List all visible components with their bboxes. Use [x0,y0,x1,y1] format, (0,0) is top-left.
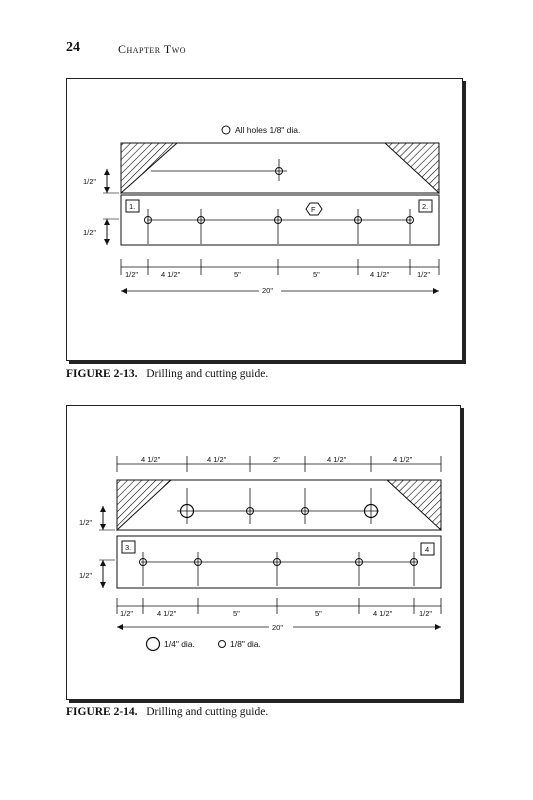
caption-text: Drilling and cutting guide. [146,706,269,718]
caption-text: Drilling and cutting guide. [146,368,269,380]
bottom-dim-1: 1/2" [125,270,139,279]
holes-note: All holes 1/8" dia. [235,125,301,135]
top-dim-5: 4 1/2" [393,455,413,464]
hatched-corner-right [387,480,441,530]
page-number: 24 [66,40,80,55]
hex-label: F [311,205,316,214]
lower-holes [145,209,414,244]
upper-holes [181,488,378,524]
caption-label: FIGURE 2-13. [66,368,138,380]
hatched-corner-left [121,143,177,193]
overall-dim: 20" [262,286,274,295]
side-dim-1: 1/2" [79,518,93,527]
figure-2-14 [66,405,461,700]
bottom-dim-2: 4 1/2" [161,270,181,279]
upper-strip [117,480,441,530]
legend-large: 1/4" dia. [164,639,195,649]
figure-2-13-caption [66,368,268,380]
side-dim-2: 1/2" [79,571,93,580]
side-dim-1: 1/2" [83,177,97,186]
bottom-dim-4: 5" [315,609,322,618]
figure-2-13 [66,78,463,361]
part-label-4: 4 [425,545,430,554]
bottom-dim-5: 4 1/2" [373,609,393,618]
caption-label: FIGURE 2-14. [66,706,138,718]
top-dim-4: 4 1/2" [327,455,347,464]
overall-dim: 20" [272,623,284,632]
bottom-dim-3: 5" [234,270,241,279]
large-hole-legend-icon [147,638,160,651]
bottom-dim-4: 5" [313,270,320,279]
bottom-dim-2: 4 1/2" [157,609,177,618]
chapter-title: Chapter Two [118,42,187,56]
figure-2-13-drawing [67,79,462,360]
part-label-2: 2. [422,202,429,211]
lower-holes [140,552,418,586]
bottom-dim-6: 1/2" [419,609,433,618]
part-label-3: 3. [125,543,132,552]
bottom-dim-6: 1/2" [417,270,431,279]
bottom-dim-3: 5" [233,609,240,618]
figure-2-14-caption [66,706,268,718]
hatched-corner-right [385,143,439,193]
part-label-1: 1. [129,202,136,211]
top-dim-2: 4 1/2" [207,455,227,464]
side-dim-2: 1/2" [83,228,97,237]
bottom-dim-5: 4 1/2" [370,270,390,279]
top-dim-3: 2" [273,455,280,464]
small-hole-legend-icon [219,641,226,648]
top-dim-1: 4 1/2" [141,455,161,464]
legend-small: 1/8" dia. [230,639,261,649]
figure-2-14-drawing [67,406,460,699]
bottom-dim-1: 1/2" [120,609,134,618]
hatched-corner-left [117,480,171,530]
